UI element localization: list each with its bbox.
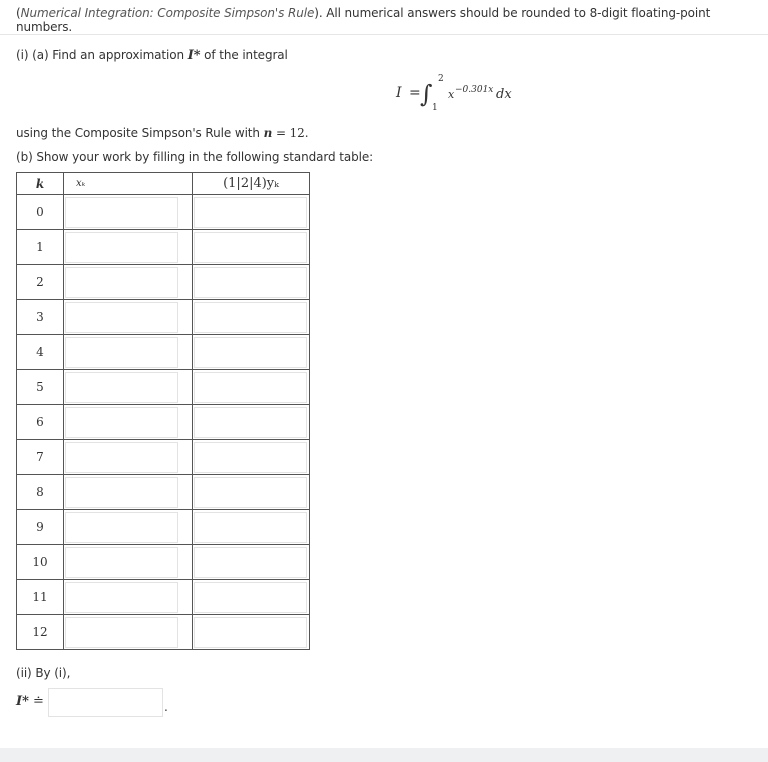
table-row (17, 475, 310, 510)
integral-sign-icon: ∫ (420, 80, 433, 108)
table-row (17, 370, 310, 405)
table-cell (193, 405, 310, 440)
weighted-yk-input[interactable] (194, 407, 307, 438)
row-index-k: 4 (17, 335, 64, 370)
table-cell (64, 265, 193, 300)
row-index-k: 10 (17, 545, 64, 580)
xk-input[interactable] (65, 197, 178, 228)
table-row (17, 545, 310, 580)
row-index-k: 11 (17, 580, 64, 615)
table-cell (193, 615, 310, 650)
integrand-base: x (448, 88, 455, 101)
weighted-yk-input[interactable] (194, 337, 307, 368)
table-row (17, 615, 310, 650)
table-cell (64, 405, 193, 440)
differential: dx (496, 87, 512, 102)
table-row (17, 405, 310, 440)
part-a-prompt: (i) (a) Find an approximation I* of the integral (16, 48, 288, 63)
answer-label: I* ≐ (16, 694, 44, 709)
table-cell (193, 545, 310, 580)
table-cell (193, 300, 310, 335)
table-cell (64, 335, 193, 370)
row-index-k: 9 (17, 510, 64, 545)
answer-period: . (164, 700, 168, 714)
table-cell (193, 475, 310, 510)
table-cell (193, 195, 310, 230)
table-cell (193, 440, 310, 475)
topic-label: Numerical Integration: Composite Simpson's Rule (20, 6, 315, 20)
xk-input[interactable] (65, 232, 178, 263)
integral-formula: I = ∫ 2 1 x −0.301x dx (396, 74, 512, 113)
lower-limit: 1 (432, 103, 438, 113)
row-index-k: 5 (17, 370, 64, 405)
table-cell (64, 230, 193, 265)
row-index-k: 7 (17, 440, 64, 475)
weighted-yk-input[interactable] (194, 442, 307, 473)
table-row (17, 335, 310, 370)
row-index-k: 1 (17, 230, 64, 265)
footer-bar (0, 748, 768, 762)
weighted-yk-input[interactable] (194, 232, 307, 263)
row-index-k: 8 (17, 475, 64, 510)
xk-input[interactable] (65, 302, 178, 333)
row-index-k: 3 (17, 300, 64, 335)
xk-input[interactable] (65, 512, 178, 543)
col-header-xk: xₖ (64, 173, 193, 195)
weighted-yk-input[interactable] (194, 582, 307, 613)
weighted-yk-input[interactable] (194, 617, 307, 648)
xk-input[interactable] (65, 582, 178, 613)
table-row (17, 230, 310, 265)
table-cell (193, 370, 310, 405)
upper-limit: 2 (438, 74, 444, 84)
table-row (17, 265, 310, 300)
part-ii-prompt: (ii) By (i), (16, 666, 71, 680)
xk-input[interactable] (65, 407, 178, 438)
part-b-prompt: (b) Show your work by filling in the following standard table: (16, 150, 374, 164)
table-row (17, 580, 310, 615)
weighted-yk-input[interactable] (194, 547, 307, 578)
col-header-weighted-yk: (1|2|4)yₖ (193, 173, 310, 195)
integrand-exponent: −0.301x (455, 85, 494, 95)
approximation-answer-input[interactable] (48, 688, 163, 717)
row-index-k: 6 (17, 405, 64, 440)
weighted-yk-input[interactable] (194, 512, 307, 543)
table-cell (64, 545, 193, 580)
weighted-yk-input[interactable] (194, 477, 307, 508)
table-cell (64, 475, 193, 510)
table-cell (193, 230, 310, 265)
table-row (17, 440, 310, 475)
xk-input[interactable] (65, 477, 178, 508)
row-index-k: 12 (17, 615, 64, 650)
row-index-k: 2 (17, 265, 64, 300)
xk-input[interactable] (65, 617, 178, 648)
table-row (17, 510, 310, 545)
simpson-table (16, 172, 310, 650)
table-cell (64, 440, 193, 475)
table-cell (193, 335, 310, 370)
xk-input[interactable] (65, 337, 178, 368)
weighted-yk-input[interactable] (194, 267, 307, 298)
instructions-header: (Numerical Integration: Composite Simpson's Rule). All numerical answers should be rounded to 8-digit floating-point numbers. (16, 6, 711, 34)
row-index-k: 0 (17, 195, 64, 230)
table-cell (193, 265, 310, 300)
weighted-yk-input[interactable] (194, 372, 307, 403)
table-cell (193, 510, 310, 545)
method-statement: using the Composite Simpson's Rule with n = 12. (16, 126, 309, 140)
table-cell (64, 580, 193, 615)
xk-input[interactable] (65, 442, 178, 473)
xk-input[interactable] (65, 547, 178, 578)
table-row (17, 300, 310, 335)
col-header-k: k (17, 173, 64, 195)
xk-input[interactable] (65, 372, 178, 403)
table-cell (64, 195, 193, 230)
table-cell (64, 370, 193, 405)
divider (0, 34, 768, 35)
xk-input[interactable] (65, 267, 178, 298)
weighted-yk-input[interactable] (194, 197, 307, 228)
table-cell (64, 300, 193, 335)
i-star-symbol: I* (187, 48, 201, 63)
table-cell (64, 615, 193, 650)
table-cell (64, 510, 193, 545)
weighted-yk-input[interactable] (194, 302, 307, 333)
table-row (17, 195, 310, 230)
table-cell (193, 580, 310, 615)
